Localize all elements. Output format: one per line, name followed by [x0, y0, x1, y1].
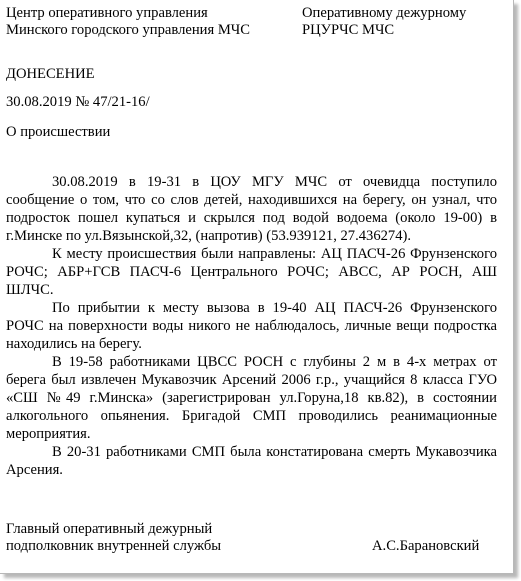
report-body	[6, 173, 497, 479]
signatory-position	[6, 521, 221, 555]
body-paragraph: В 20-31 работниками СМП была констатирована смерть Мукавозчика Арсения.	[6, 444, 497, 478]
document-date-number: 30.08.2019 № 47/21-16/	[6, 94, 150, 110]
signatory-position-line-2: подполковник внутренней службы	[6, 538, 222, 554]
recipient-block	[302, 5, 466, 39]
document-title: ДОНЕСЕНИЕ	[6, 66, 95, 82]
signatory-name: А.С.Барановский	[372, 538, 480, 554]
body-paragraph: К месту происшествия были направлены: АЦ ПАСЧ-26 Фрунзенского РОЧС; АБР+ГСВ ПАСЧ-6 Центрального РОЧС; АВСС, АР РОСН, АШ ШЛЧС.	[6, 246, 497, 298]
body-paragraph: 30.08.2019 в 19-31 в ЦОУ МГУ МЧС от очевидца поступило сообщение о том, что со слов детей, находившихся на берегу, он узнал, что подросток пошел купаться и скрылся под водой водоема (около 19-00) в г.Минске по ул.Вязынской,32, (напротив) (53.939121, 27.436274).	[6, 174, 497, 244]
sender-block	[6, 5, 250, 39]
sender-line-2: Минского городского управления МЧС	[6, 22, 251, 38]
recipient-line-2: РЦУРЧС МЧС	[302, 22, 395, 38]
body-paragraph: В 19-58 работниками ЦВСС РОСН с глубины 2 м в 4-х метрах от берега был извлечен Мукавозчик Арсений 2006 г.р., учащийся 8 класса ГУО «СШ №49 г.Минска» (зарегистрирован ул.Горуна,18 кв.82), в состоянии алкогольного опьянения. Бригадой СМП проводились реанимационные мероприятия.	[6, 354, 497, 442]
document-subject: О происшествии	[6, 124, 111, 140]
body-paragraph: По прибытии к месту вызова в 19-40 АЦ ПАСЧ-26 Фрунзенского РОЧС на поверхности воды никого не наблюдалось, личные вещи подростка находились на берегу.	[6, 300, 497, 352]
sender-line-1: Центр оперативного управления	[6, 5, 208, 21]
signatory-position-line-1: Главный оперативный дежурный	[6, 521, 213, 537]
recipient-line-1: Оперативному дежурному	[302, 5, 467, 21]
